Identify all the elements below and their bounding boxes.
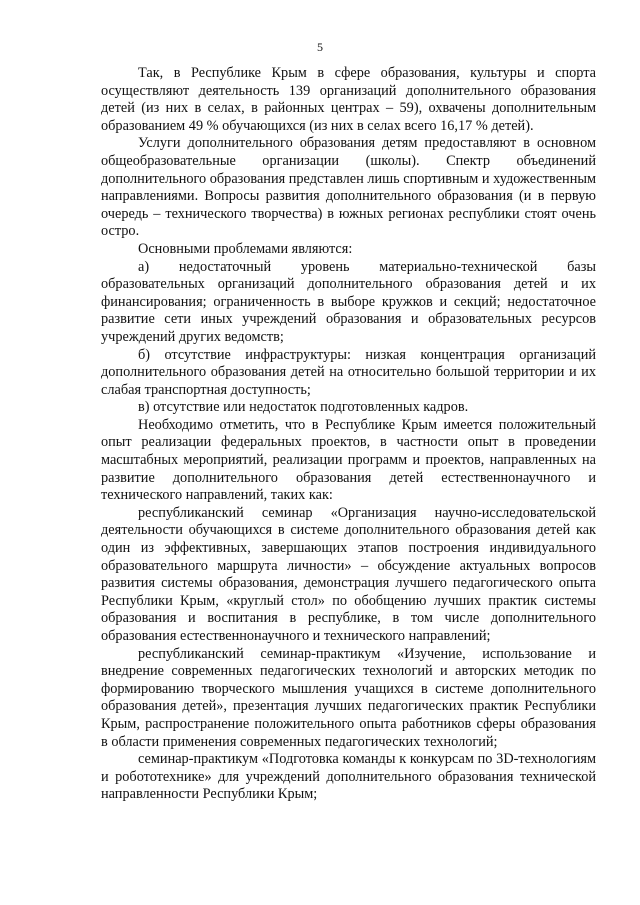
list-item: б) отсутствие инфраструктуры: низкая концентрация организаций дополнительного образования детей на относительно большой территории и их слабая транспортная доступность; [101, 346, 596, 398]
paragraph: Необходимо отметить, что в Республике Крым имеется положительный опыт реализации федеральных проектов, в частности опыт в проведении масштабных мероприятий, реализации программ и проектов, направленных на развитие дополнительного образования детей естественнонаучного и технического направлений, таких как: [101, 416, 596, 504]
list-item: а) недостаточный уровень материально-технической базы образовательных организаций дополнительного образования детей и их финансирования; ограниченность в выборе кружков и секций; недостаточное развитие сети иных учреждений образования и образовательных ресурсов учреждений других ведомств; [101, 258, 596, 345]
paragraph: Так, в Республике Крым в сфере образования, культуры и спорта осуществляют деятельность 139 организаций дополнительного образования детей (из них в селах, в районных центрах – 59), охвачены дополнительным образованием 49 % обучающихся (из них в селах всего 16,17 % детей). [101, 65, 596, 134]
paragraph: Услуги дополнительного образования детям предоставляют в основном общеобразовательные организации (школы). Спектр объединений дополнительного образования представлен лишь спортивным и художественным направлениями. Вопросы развития дополнительного образования (и в первую очередь – технического творчества) в южных регионах республики стоят очень остро. [101, 135, 596, 240]
document-body [101, 65, 596, 804]
page-number: 5 [317, 40, 323, 54]
paragraph: республиканский семинар-практикум «Изучение, использование и внедрение современных педагогических технологий и авторских методик по формированию творческого мышления учащихся в системе дополнительного образования детей», презентация лучших педагогических практик Республики Крым, распространение положительного опыта работников сферы образования в области применения современных педагогических технологий; [101, 645, 596, 750]
paragraph: семинар-практикум «Подготовка команды к конкурсам по 3D-технологиям и робототехнике» для учреждений дополнительного образования технической направленности Республики Крым; [101, 751, 596, 803]
paragraph: Основными проблемами являются: [138, 240, 353, 257]
paragraph: республиканский семинар «Организация научно-исследовательской деятельности обучающихся в системе дополнительного образования детей как один из эффективных, завершающих этапов построения индивидуального образовательного маршрута личности» – обсуждение актуальных вопросов развития системы образования, демонстрация лучшего педагогического опыта Республики Крым, «круглый стол» по обобщению лучших практик системы образования и воспитания в республике, в том числе дополнительного образования естественнонаучного и технического направлений; [101, 504, 596, 644]
list-item: в) отсутствие или недостаток подготовленных кадров. [138, 399, 469, 416]
